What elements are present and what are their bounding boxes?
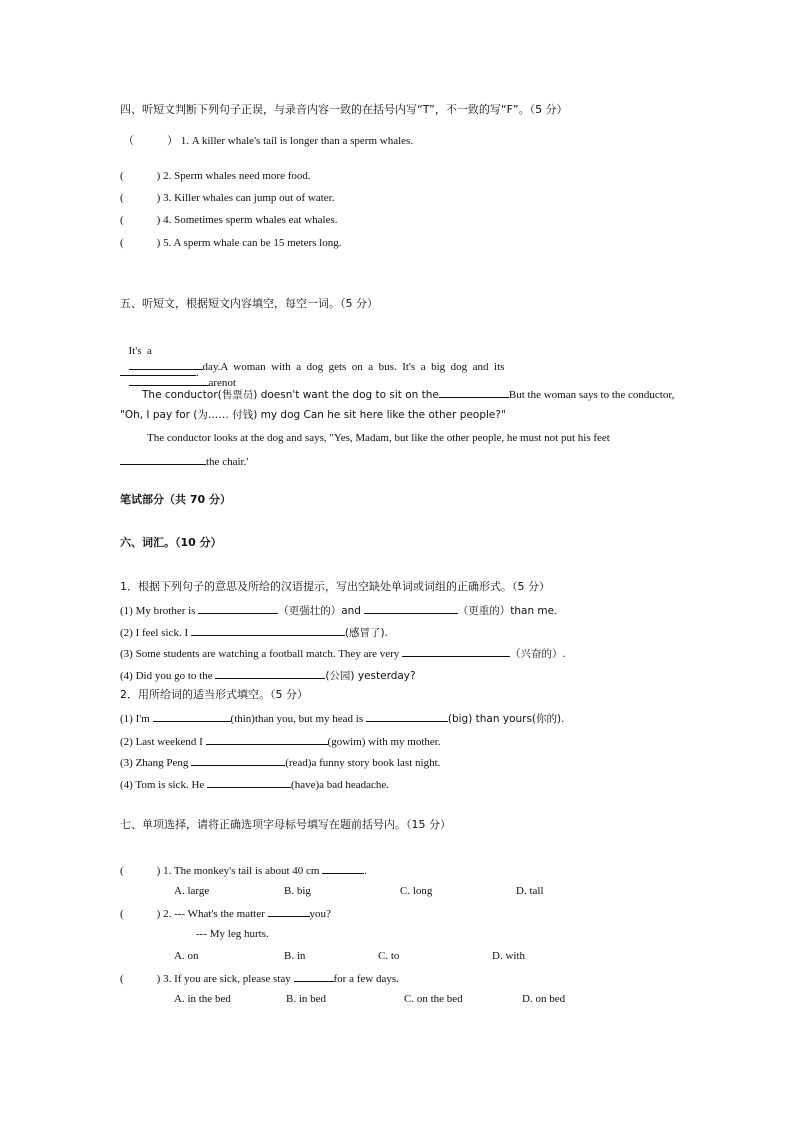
list-item [120,602,557,618]
question-text: （兴奋的）. [510,648,566,660]
list-item [120,169,311,183]
option-d[interactable]: D. tall [516,885,544,897]
list-item [120,776,389,792]
question-text: (read)a funny story book last night. [285,757,441,769]
question-text: 3. If you are sick, please stay [163,973,291,985]
question-text: (3) Zhang Peng [120,757,189,769]
option-c[interactable]: C. long [400,885,433,897]
question-text: (4) Tom is sick. He [120,779,205,791]
section-4-title: 四、听短文判断下列句子正误，与录音内容一致的在括号内写“T”，不一致的写“F”。（5 分） [120,103,568,116]
question-text: 5. A sperm whale can be 15 meters long. [163,237,342,249]
section-6-title: 六、词汇。（10 分） [120,536,222,549]
answer-paren[interactable]: （ ） [123,135,178,147]
question-text: 2. Sperm whales need more food. [163,170,311,182]
question-text: (2) I feel sick. I [120,627,189,639]
option-d[interactable]: D. with [492,950,525,962]
passage-text: the chair.' [206,456,249,468]
answer-blank[interactable] [153,710,231,722]
question-text: for a few days. [333,973,399,985]
answer-blank[interactable] [366,710,448,722]
answer-paren[interactable]: ( ) [120,170,161,182]
answer-blank[interactable] [120,364,196,376]
passage-text: day.A woman with a dog gets on a bus. It's a big dog and its [202,361,505,373]
option-a[interactable]: A. in the bed [174,993,231,1005]
list-item [120,624,388,640]
list-item [123,134,413,148]
passage-text: arenot [208,377,236,389]
answer-blank[interactable] [439,386,509,398]
section-5-title: 五、听短文，根据短文内容填空，每空一词。（5 分） [120,297,378,310]
answer-blank[interactable] [207,776,291,788]
question-text: （更强壮的）and [278,605,361,617]
answer-blank[interactable] [191,754,285,766]
question-text: (3) Some students are watching a football match. They are very [120,648,400,660]
list-item [120,733,441,749]
list-item [120,213,338,227]
question-text: you? [309,908,331,920]
passage-line [120,364,199,380]
question-text: (感冒了). [344,627,388,639]
option-b[interactable]: B. in [284,950,306,962]
question-text: . [364,865,367,877]
dialog-reply: --- My leg hurts. [196,928,269,940]
answer-paren[interactable]: ( ) [120,192,161,204]
question-text: (4) Did you go to the [120,670,213,682]
question-text: 3. Killer whales can jump out of water. [163,192,335,204]
passage-line [123,330,504,390]
answer-blank[interactable] [215,667,325,679]
passage-line: The conductor looks at the dog and says, "Yes, Madam, but like the other people, he must not put his feet [147,432,610,444]
question-text: 4. Sometimes sperm whales eat whales. [163,214,338,226]
option-b[interactable]: B. big [284,885,311,897]
answer-blank[interactable] [268,905,310,917]
question-text: (thin)than you, but my head is [230,713,364,725]
list-item [120,645,566,661]
answer-blank[interactable] [322,862,364,874]
answer-paren[interactable]: ( ) [120,865,161,877]
question-text: 1. The monkey's tail is about 40 cm [163,865,320,877]
written-part-title: 笔试部分（共 70 分） [120,493,231,506]
question-text: (big) than yours(你的). [447,713,565,725]
option-a[interactable]: A. large [174,885,210,897]
answer-blank[interactable] [294,970,334,982]
option-c[interactable]: C. on the bed [404,993,463,1005]
question-text: (have)a bad headache. [291,779,390,791]
passage-text: . [196,367,199,379]
list-item [120,236,341,250]
answer-blank[interactable] [206,733,328,745]
question-heading: 2．用所给词的适当形式填空。（5 分） [120,688,308,701]
answer-blank[interactable] [120,453,206,465]
passage-line [120,453,248,469]
passage-line: "Oh, I pay for (为…… 付钱) my dog Can he sit here like the other people?" [120,409,506,421]
section-7-title: 七、单项选择，请将正确选项字母标号填写在题前括号内。（15 分） [120,818,451,831]
answer-paren[interactable]: ( ) [120,908,161,920]
question-text: (1) My brother is [120,605,196,617]
answer-paren[interactable]: ( ) [120,973,161,985]
question-text: 2. --- What's the matter [163,908,265,920]
list-item [120,905,331,921]
list-item [120,754,440,770]
option-b[interactable]: B. in bed [286,993,327,1005]
list-item [120,862,367,878]
question-text: (gowim) with my mother. [327,736,441,748]
passage-text: The conductor(售票员) doesn't want the dog to sit on the [142,389,439,401]
option-d[interactable]: D. on bed [522,993,566,1005]
question-text: (1) I'm [120,713,150,725]
question-text: (公园) yesterday? [325,670,416,682]
question-heading: 1．根据下列句子的意思及所给的汉语提示，写出空缺处单词或词组的正确形式。（5 分） [120,580,550,593]
list-item [120,970,399,986]
list-item [120,710,564,726]
option-a[interactable]: A. on [174,950,199,962]
option-c[interactable]: C. to [378,950,400,962]
answer-blank[interactable] [198,602,278,614]
answer-blank[interactable] [191,624,345,636]
question-text: 1. A killer whale's tail is longer than a sperm whales. [180,135,414,147]
question-text: （更重的）than me. [457,605,558,617]
list-item [120,191,334,205]
answer-blank[interactable] [364,602,458,614]
answer-blank[interactable] [402,645,510,657]
passage-text: But the woman says to the conductor, [508,389,675,401]
list-item [120,667,416,683]
question-text: (2) Last weekend I [120,736,203,748]
passage-line [142,386,674,402]
answer-paren[interactable]: ( ) [120,214,161,226]
passage-text: It's a [128,345,152,357]
answer-paren[interactable]: ( ) [120,237,161,249]
